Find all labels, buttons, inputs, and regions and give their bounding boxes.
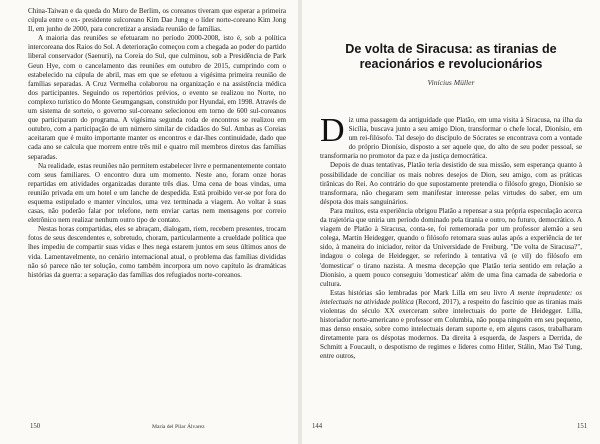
right-page-text (320, 112, 583, 362)
right-page-number-inner: 144 (312, 423, 323, 430)
right-page (302, 0, 600, 444)
left-paragraph-4: Nestas horas compartidas, eles se abraçam, dialogam, riem, recebem presentes, trocam fotos de seus descendentes e, sobretudo, choram, particularmente a crueldade política que lhes impediu de compartir suas vidas e lhes nega estarem juntos em seus últimos anos de vida. Lamentavelmente, no cenário internacional atual, o problema das famílias divididas não só parece não ter solução, como também incorpora um novo capítulo às dramáticas histórias da guerra: a separação das famílias dos refugiados norte-coreanos. (28, 225, 286, 279)
left-page (0, 0, 298, 444)
right-paragraph-2: Depois de duas tentativas, Platão teria desistido de sua missão, sem esperança quanto à possibilidade de conciliar os mais nobres desejos de Dion, seu amigo, com as práticas tirânicas do Rei. Ao contrário do que supostamente pretendia o filósofo grego, Dionísio se transformara, não chegaram sem manifestar interesse pelas virtudes do saber, em um déspota dos mais sanguinários. (320, 161, 582, 206)
right-paragraph-1-text: iz uma passagem da antiguidade que Platão, em uma visita à Siracusa, na ilha da Sicília, buscava junto a seu amigo Dion, transformar o chefe local, Dionísio, em um rei-filósofo. Tal desejo do discípulo de Sócrates se encontrava com a vontade do próprio Dionísio, disposto a ser aquele que, do alto de seu poder pessoal, se transformaria no promotor da paz e da justiça democrática. (320, 116, 582, 161)
right-paragraph-1 (320, 112, 582, 161)
right-paragraph-4-end: (Record, 2017), a respeito do fascínio que as tiranias mais violentas do século XX exerceram sobre intelectuais do porte de Heidegger. Lilla, historiador norte-americano e professor em Columbia, não poupa ninguém em seu pequeno, mas denso ensaio, sobre como intelectuais deram suporte e, em alguns casos, trabalharam diretamente para os déspotas modernos. Da direita à esquerda, de Jaspers a Derrida, de Schmitt a Foucault, o despotismo de regimes e líderes como Hitler, Stálin, Mao Tsé Tung, entre outros, (320, 297, 583, 361)
article-title: De volta de Siracusa: as tiranias de reacionários e revolucionários (345, 42, 557, 71)
left-page-text (28, 7, 286, 280)
article-author: Vinícius Müller (427, 78, 475, 87)
book-title-citation: A mente imprudente: os intelectuais na atividade política (320, 288, 582, 306)
left-running-footer: María del Pilar Álvarez (152, 424, 205, 430)
left-paragraph-2: A maioria das reuniões se efetuaram no período 2000-2008, isto é, sob a política intercoreana dos Raios do Sol. A deterioração começou com a chegada ao poder do partido liberal conservador (Saenuri), na Coreia do Sul, que culminou, sob a Presidência de Park Geun Hye, com o cancelamento das reuniões em outubro de 2015, cumprindo com o estabelecido na cúpula de abril, mas em que se efetuou a vigésima primeira reunião de famílias separadas. A Cruz Vermelha colaborou na organização e na assistência médica dos participantes. Seguindo os repertórios prévios, o evento se realizou no Norte, no complexo turístico do Monte Geumgangsan, construído por Hyundai, em 1998. Através de um sistema de sorteio, o governo sul-coreano selecionou em torno de 600 sul-coreanos que participaram do programa. A vigésima segunda roda de encontros se realizou em outubro, com a participação de um número similar de cidadãos do Sul. Ambas as Coreias aceitaram que é muito importante manter os encontros e dar-lhes continuidade, dado que cada ano se calcula que morrem entre três mil e quatro mil membros diretos das famílias separadas. (28, 34, 286, 161)
right-page-number-outer: 151 (577, 423, 588, 430)
left-paragraph-3: Na realidade, estas reuniões não permitem estabelecer livre e permanentemente contato com seus familiares. O encontro dura um momento. Neste ano, foram onze horas repartidas em atividades organizadas durante três dias. Uma cena de boas vindas, uma reunião privada em um hotel e um lanche de despedida. Está proibido ver-se por fora do esquema estipulado e manter vínculos, uma vez terminada a viagem. Ao voltar à suas casas, não poderão falar por telefone, nem enviar cartas nem mensagens por correio eletrônico nem realizar nenhum outro tipo de contato. (28, 161, 286, 225)
right-paragraph-4-start: Estas histórias são lembradas por Mark Lilla em seu livro (330, 288, 511, 297)
drop-cap: D (320, 112, 345, 149)
right-paragraph-3: Para muitos, esta experiência obrigou Platão a repensar a sua própria especulação acerca da trajetória que uniria um período dominado pela tirania e outro, no futuro, democrático. A viagem de Platão à Siracusa, conta-se, foi rememorada por um professor alemão a seu colega, Martin Heidegger, quando o filósofo retomara suas aulas após a experiência de ter sido, à maneira do iniciador, reitor da Universidade de Freiburg. "De volta de Siracusa?", indagou o colega de Heidegger, se referindo à tentativa vã (e vil) do filósofo em 'domesticar' o tirano nazista. A mesma decepção que Platão teria sentido em relação a Dionísio, a quem pouco conseguiu 'domesticar' além de uma fina camada de sabedoria e cultura. (320, 206, 582, 288)
left-paragraph-1: China-Taiwan e da queda do Muro de Berlim, os coreanos tiveram que esperar a primeira cúpula entre o ex- presidente sulcoreano Kim Dae Jung e o líder norte-coreano Kim Jong Il, em junho de 2000, para concretizar a ansiada reunião de famílias. (28, 7, 286, 34)
article-header (316, 42, 586, 87)
right-paragraph-4 (320, 289, 582, 362)
left-page-number: 150 (30, 423, 41, 430)
